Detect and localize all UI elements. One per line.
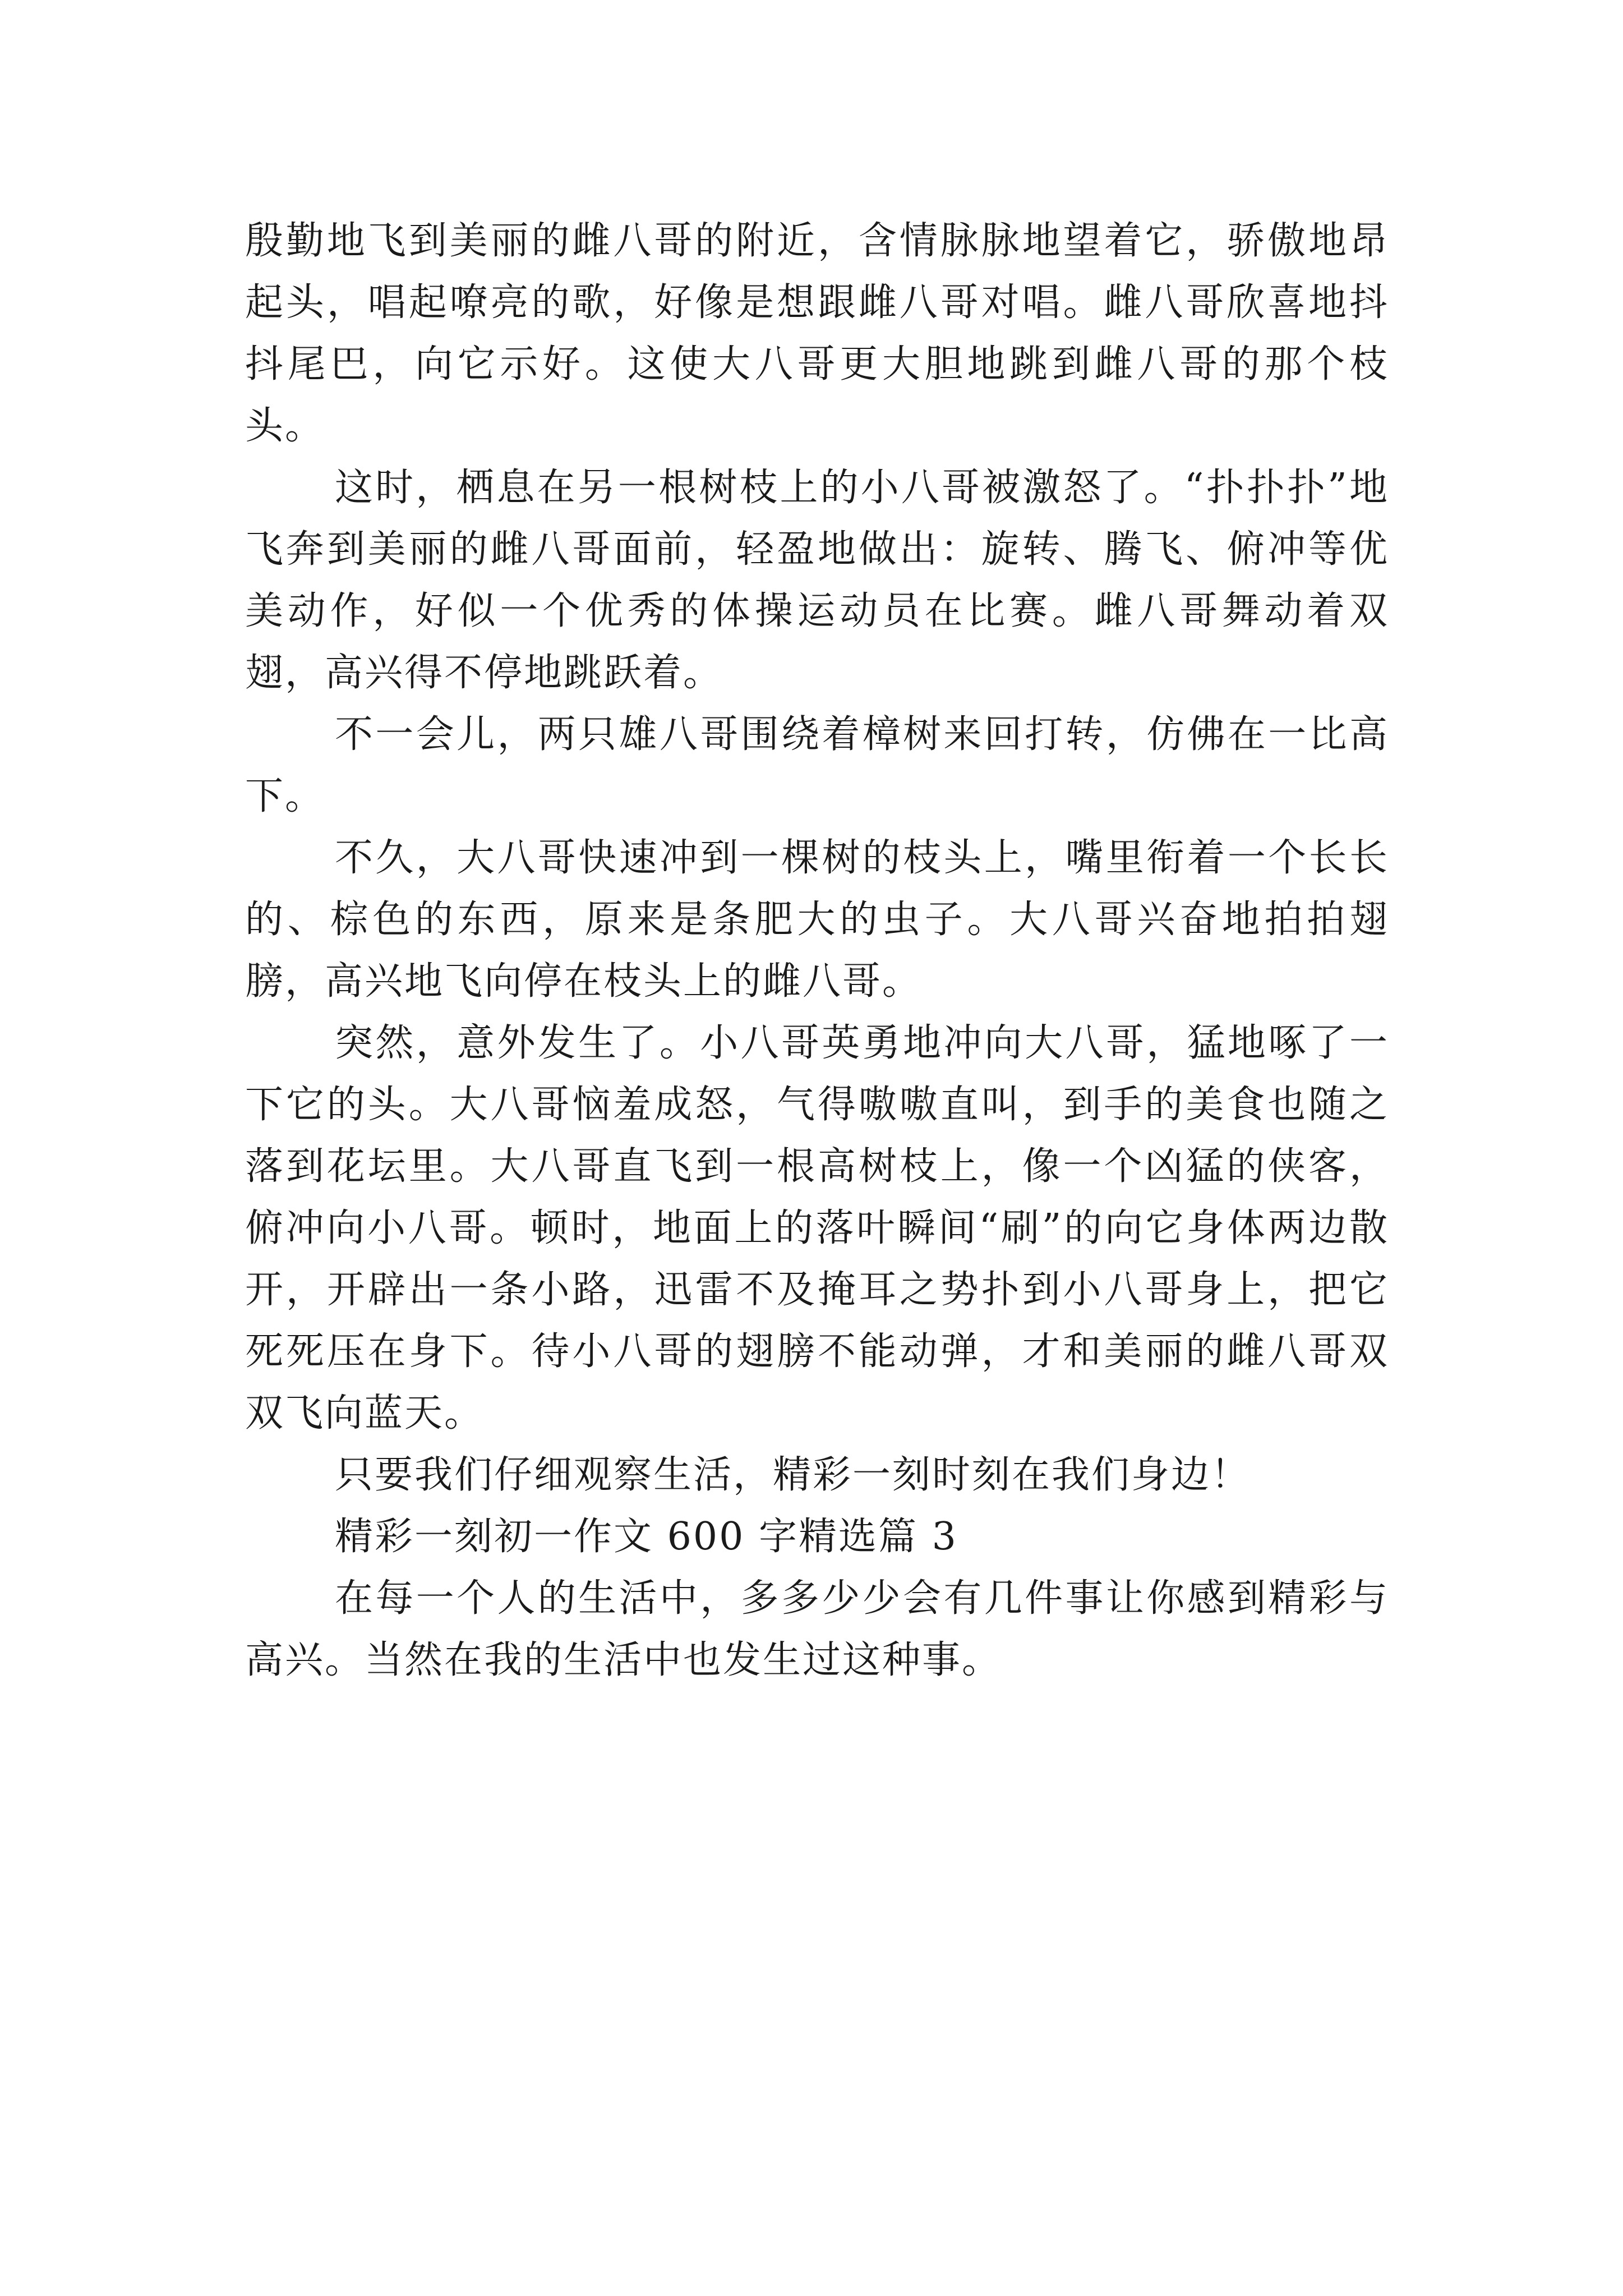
paragraph: 这时，栖息在另一根树枝上的小八哥被激怒了。“扑扑扑”地飞奔到美丽的雌八哥面前，轻盈地做出：旋转、腾飞、俯冲等优美动作，好似一个优秀的体操运动员在比赛。雌八哥舞动着双翅，高兴得不停地跳跃着。 (245, 466, 1389, 695)
paragraph: 在每一个人的生活中，多多少少会有几件事让你感到精彩与高兴。当然在我的生活中也发生过这种事。 (245, 1576, 1389, 1682)
section-heading: 精彩一刻初一作文 600 字精选篇 3 (335, 1515, 958, 1559)
paragraph: 只要我们仔细观察生活，精彩一刻时刻在我们身边！ (335, 1453, 1251, 1497)
document-body (245, 210, 1389, 1691)
paragraph: 不久，大八哥快速冲到一棵树的枝头上，嘴里衔着一个长长的、棕色的东西，原来是条肥大的虫子。大八哥兴奋地拍拍翅膀，高兴地飞向停在枝头上的雌八哥。 (245, 836, 1389, 1004)
paragraph: 殷勤地飞到美丽的雌八哥的附近，含情脉脉地望着它，骄傲地昂起头，唱起嘹亮的歌，好像是想跟雌八哥对唱。雌八哥欣喜地抖抖尾巴，向它示好。这使大八哥更大胆地跳到雌八哥的那个枝头。 (245, 219, 1389, 448)
paragraph: 突然，意外发生了。小八哥英勇地冲向大八哥，猛地啄了一下它的头。大八哥恼羞成怒，气得嗷嗷直叫，到手的美食也随之落到花坛里。大八哥直飞到一根高树枝上，像一个凶猛的侠客，俯冲向小八哥。顿时，地面上的落叶瞬间“刷”的向它身体两边散开，开辟出一条小路，迅雷不及掩耳之势扑到小八哥身上，把它死死压在身下。待小八哥的翅膀不能动弹，才和美丽的雌八哥双双飞向蓝天。 (245, 1021, 1389, 1435)
paragraph: 不一会儿，两只雄八哥围绕着樟树来回打转，仿佛在一比高下。 (245, 712, 1389, 818)
